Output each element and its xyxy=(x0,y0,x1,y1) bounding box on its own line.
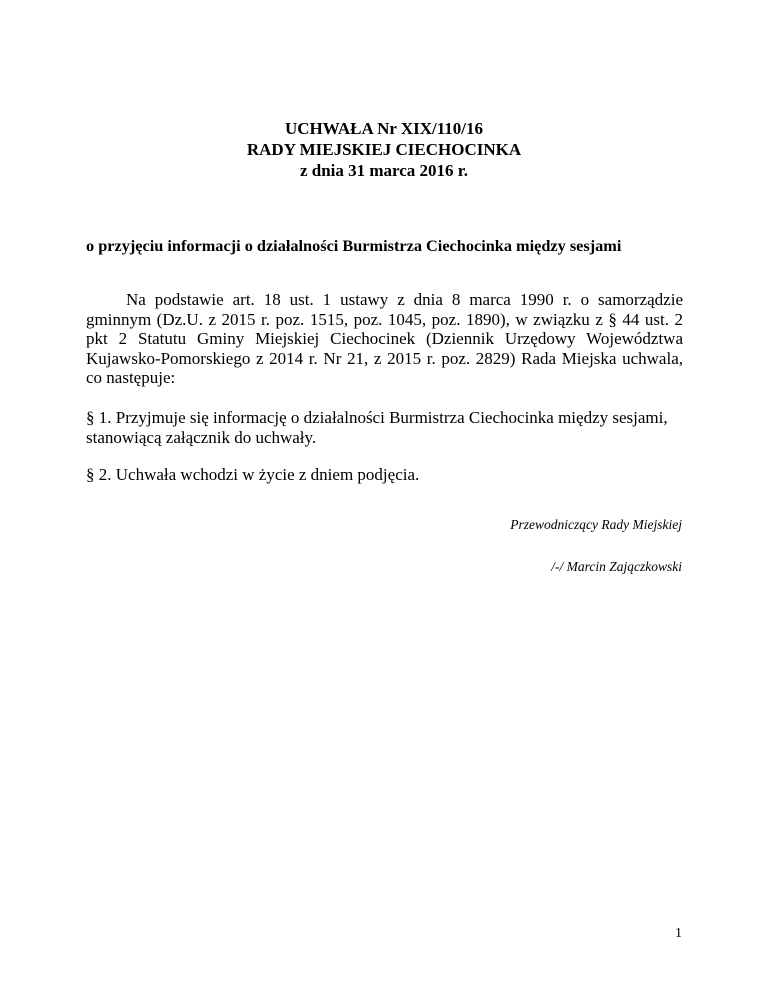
signatory-title: Przewodniczący Rady Miejskiej xyxy=(510,517,682,532)
signatory-name: /-/ Marcin Zajączkowski xyxy=(551,559,682,574)
council-name: RADY MIEJSKIEJ CIECHOCINKA xyxy=(246,140,522,159)
page-number: 1 xyxy=(675,926,682,941)
legal-basis-preamble: Na podstawie art. 18 ust. 1 ustawy z dnia 8 marca 1990 r. o samorządzie gminnym (Dz.U. z 2015 r. poz. 1515, poz. 1045, poz. 1890), w związku z § 44 ust. 2 pkt 2 Statutu Gminy Miejskiej Ciechocinek (Dziennik Urzędowy Województwa Kujawsko-Pomorskiego z 2014 r. Nr 21, z 2015 r. poz. 2829) Rada Miejska uchwala, co następuje: xyxy=(86,290,683,387)
paragraph-2: § 2. Uchwała wchodzi w życie z dniem podjęcia. xyxy=(86,465,420,484)
resolution-number: UCHWAŁA Nr XIX/110/16 xyxy=(284,119,484,138)
resolution-date: z dnia 31 marca 2016 r. xyxy=(299,161,469,180)
resolution-header xyxy=(0,118,768,181)
paragraph-1: § 1. Przyjmuje się informację o działalności Burmistrza Ciechocinka między sesjami, stanowiącą załącznik do uchwały. xyxy=(86,408,668,447)
resolution-subject: o przyjęciu informacji o działalności Burmistrza Ciechocinka między sesjami xyxy=(86,236,622,255)
